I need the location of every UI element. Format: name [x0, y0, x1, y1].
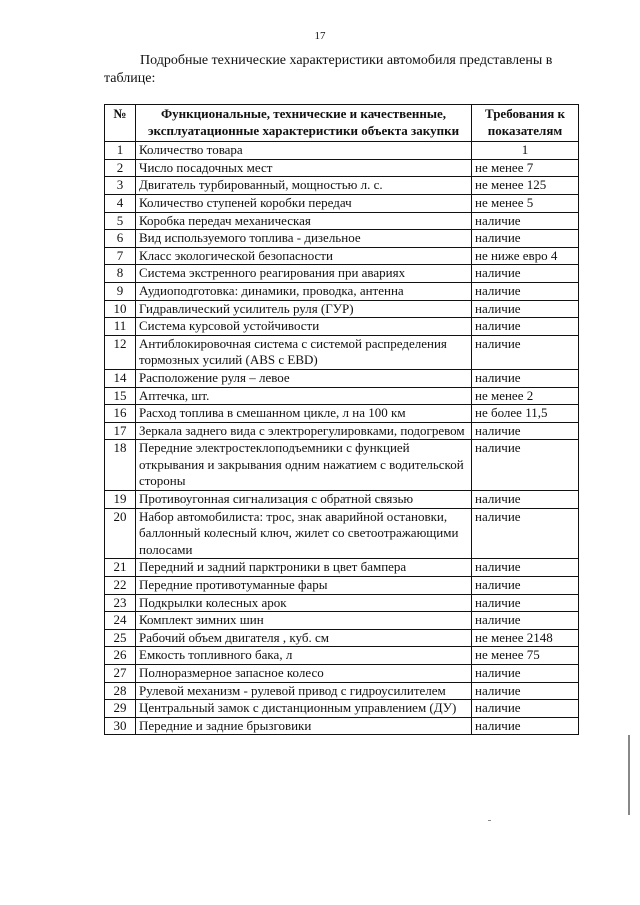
row-number: 7: [105, 247, 136, 265]
row-requirement: наличие: [472, 440, 579, 491]
table-row: [105, 647, 579, 665]
row-characteristic: Емкость топливного бака, л: [136, 647, 472, 665]
row-number: 12: [105, 335, 136, 369]
table-row: [105, 629, 579, 647]
row-requirement: наличие: [472, 559, 579, 577]
row-number: 22: [105, 577, 136, 595]
table-row: [105, 142, 579, 160]
row-characteristic: Рабочий объем двигателя , куб. см: [136, 629, 472, 647]
row-characteristic: Противоугонная сигнализация с обратной связью: [136, 491, 472, 509]
row-number: 3: [105, 177, 136, 195]
table-row: [105, 665, 579, 683]
header-characteristics: Функциональные, технические и качественные, эксплуатационные характеристики объекта закупки: [136, 105, 472, 142]
row-characteristic: Передние и задние брызговики: [136, 717, 472, 735]
table-row: [105, 247, 579, 265]
table-row: [105, 230, 579, 248]
table-row: [105, 159, 579, 177]
row-requirement: наличие: [472, 265, 579, 283]
table-row: [105, 265, 579, 283]
row-requirement: не менее 75: [472, 647, 579, 665]
table-row: [105, 491, 579, 509]
table-row: [105, 440, 579, 491]
row-characteristic: Антиблокировочная система с системой распределения тормозных усилий (ABS с EBD): [136, 335, 472, 369]
row-number: 9: [105, 282, 136, 300]
page-number: 17: [314, 30, 326, 42]
spec-table-body: [105, 142, 579, 735]
table-row: [105, 369, 579, 387]
header-requirements: Требования к показателям: [472, 105, 579, 142]
row-requirement: наличие: [472, 594, 579, 612]
row-requirement: не менее 7: [472, 159, 579, 177]
row-requirement: не менее 5: [472, 194, 579, 212]
table-row: [105, 612, 579, 630]
row-requirement: наличие: [472, 369, 579, 387]
table-row: [105, 700, 579, 718]
row-number: 26: [105, 647, 136, 665]
row-requirement: наличие: [472, 230, 579, 248]
intro-paragraph: Подробные технические характеристики автомобиля представлены в таблице:: [104, 53, 553, 86]
row-characteristic: Класс экологической безопасности: [136, 247, 472, 265]
table-row: [105, 717, 579, 735]
table-row: [105, 318, 579, 336]
row-requirement: наличие: [472, 577, 579, 595]
spec-table: [104, 104, 579, 735]
row-requirement: не менее 125: [472, 177, 579, 195]
row-number: 10: [105, 300, 136, 318]
row-number: 11: [105, 318, 136, 336]
row-number: 1: [105, 142, 136, 160]
row-characteristic: Центральный замок с дистанционным управлением (ДУ): [136, 700, 472, 718]
row-number: 4: [105, 194, 136, 212]
row-characteristic: Комплект зимних шин: [136, 612, 472, 630]
row-requirement: наличие: [472, 282, 579, 300]
table-row: [105, 682, 579, 700]
row-number: 28: [105, 682, 136, 700]
row-characteristic: Число посадочных мест: [136, 159, 472, 177]
row-characteristic: Передние противотуманные фары: [136, 577, 472, 595]
row-requirement: наличие: [472, 612, 579, 630]
row-requirement: наличие: [472, 665, 579, 683]
row-characteristic: Передние электростеклоподъемники с функцией открывания и закрывания одним нажатием с водительской стороны: [136, 440, 472, 491]
row-requirement: наличие: [472, 491, 579, 509]
row-requirement: наличие: [472, 300, 579, 318]
scan-artifact-line: [628, 735, 630, 815]
table-row: [105, 212, 579, 230]
row-requirement: наличие: [472, 508, 579, 559]
row-number: 19: [105, 491, 136, 509]
row-characteristic: Расход топлива в смешанном цикле, л на 100 км: [136, 405, 472, 423]
row-number: 25: [105, 629, 136, 647]
row-number: 27: [105, 665, 136, 683]
row-number: 23: [105, 594, 136, 612]
row-number: 29: [105, 700, 136, 718]
row-requirement: не более 11,5: [472, 405, 579, 423]
row-number: 16: [105, 405, 136, 423]
row-requirement: не менее 2148: [472, 629, 579, 647]
row-characteristic: Гидравлический усилитель руля (ГУР): [136, 300, 472, 318]
row-characteristic: Двигатель турбированный, мощностью л. с.: [136, 177, 472, 195]
table-row: [105, 559, 579, 577]
scan-artifact-dot: [488, 820, 491, 821]
table-row: [105, 300, 579, 318]
row-characteristic: Набор автомобилиста: трос, знак аварийной остановки, баллонный колесный ключ, жилет со светоотражающими полосами: [136, 508, 472, 559]
table-row: [105, 405, 579, 423]
row-number: 17: [105, 422, 136, 440]
table-row: [105, 335, 579, 369]
row-number: 21: [105, 559, 136, 577]
row-characteristic: Аудиоподготовка: динамики, проводка, антенна: [136, 282, 472, 300]
row-number: 24: [105, 612, 136, 630]
row-number: 14: [105, 369, 136, 387]
row-requirement: 1: [472, 142, 579, 160]
table-row: [105, 594, 579, 612]
row-characteristic: Коробка передач механическая: [136, 212, 472, 230]
row-characteristic: Аптечка, шт.: [136, 387, 472, 405]
row-number: 6: [105, 230, 136, 248]
row-characteristic: Полноразмерное запасное колесо: [136, 665, 472, 683]
row-number: 30: [105, 717, 136, 735]
row-number: 15: [105, 387, 136, 405]
row-requirement: наличие: [472, 700, 579, 718]
row-characteristic: Рулевой механизм - рулевой привод с гидроусилителем: [136, 682, 472, 700]
table-row: [105, 177, 579, 195]
row-requirement: наличие: [472, 717, 579, 735]
row-number: 20: [105, 508, 136, 559]
table-row: [105, 282, 579, 300]
row-characteristic: Количество товара: [136, 142, 472, 160]
row-characteristic: Зеркала заднего вида с электрорегулировками, подогревом: [136, 422, 472, 440]
row-requirement: не менее 2: [472, 387, 579, 405]
row-characteristic: Расположение руля – левое: [136, 369, 472, 387]
row-number: 2: [105, 159, 136, 177]
row-characteristic: Система курсовой устойчивости: [136, 318, 472, 336]
row-characteristic: Система экстренного реагирования при авариях: [136, 265, 472, 283]
row-characteristic: Передний и задний парктроники в цвет бампера: [136, 559, 472, 577]
row-requirement: наличие: [472, 422, 579, 440]
row-requirement: наличие: [472, 335, 579, 369]
table-row: [105, 577, 579, 595]
table-row: [105, 422, 579, 440]
row-characteristic: Вид используемого топлива - дизельное: [136, 230, 472, 248]
row-characteristic: Подкрылки колесных арок: [136, 594, 472, 612]
table-header-row: [105, 105, 579, 142]
table-row: [105, 387, 579, 405]
row-requirement: наличие: [472, 682, 579, 700]
row-requirement: наличие: [472, 212, 579, 230]
row-requirement: наличие: [472, 318, 579, 336]
row-characteristic: Количество ступеней коробки передач: [136, 194, 472, 212]
row-number: 8: [105, 265, 136, 283]
row-number: 5: [105, 212, 136, 230]
table-row: [105, 508, 579, 559]
header-number: №: [105, 105, 136, 142]
row-number: 18: [105, 440, 136, 491]
row-requirement: не ниже евро 4: [472, 247, 579, 265]
table-row: [105, 194, 579, 212]
